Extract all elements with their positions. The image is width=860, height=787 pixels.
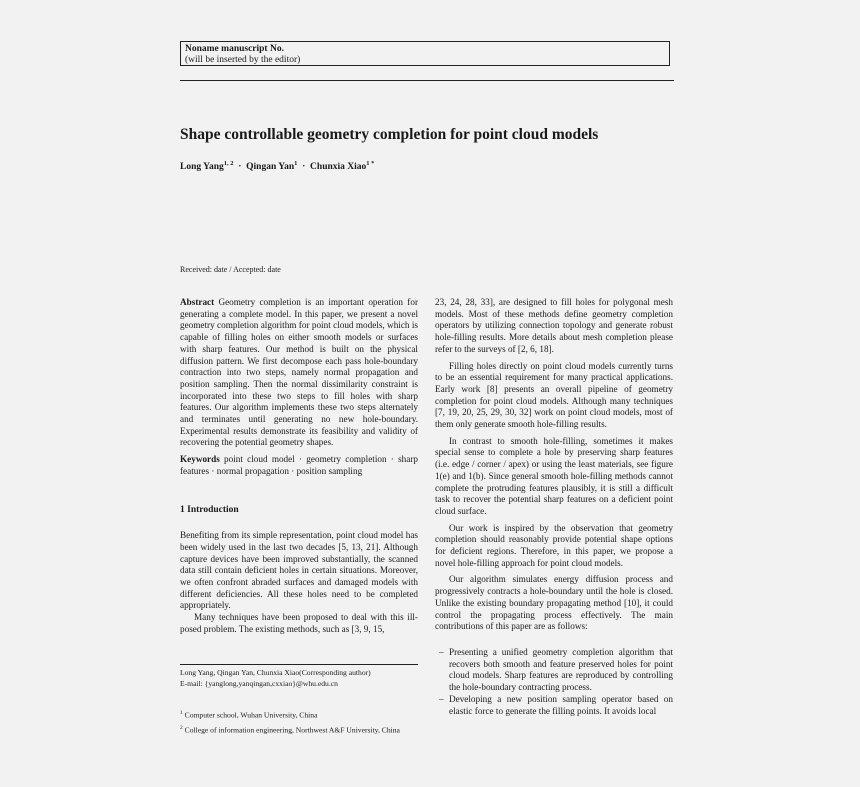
author-affiliation-mark: 1 * [366,160,375,167]
section-heading-introduction: 1 Introduction [180,504,239,515]
keywords-label: Keywords [180,454,220,465]
manuscript-number-label: Noname manuscript No. [185,44,284,54]
body-paragraph: Our algorithm simulates energy diffusion process and progressively contracts a hole-boundary until the hole is closed. Unlike the existing boundary propagating method [10], it could control the propagating process effectively. The main contributions of this paper are as follows: [435,574,673,632]
contribution-item: – Developing a new position sampling operator based on elastic force to generate the filling points. It avoids local [435,694,673,717]
author-email: E-mail: {yanglong,yanqingan,cxxiao}@whu.edu.cn [180,678,338,688]
author-affiliation-mark: 1, 2 [223,160,234,167]
contribution-list [435,647,673,717]
author-list [180,160,374,172]
body-paragraph: In contrast to smooth hole-filling, sometimes it makes special sense to complete a hole by preserving sharp features (i.e. edge / corner / apex) or using the least materials, see figure 1(e) and 1(b). Since general smooth hole-filling methods cannot complete the protruding features plausibly, it is still a difficult task to recover the potential sharp features on a deficient point cloud surface. [435,435,673,516]
left-column [180,297,418,636]
keywords-text: point cloud model · geometry completion · sharp features · normal propagation · position sampling [180,454,418,476]
author-separator: · [302,162,306,173]
footnote-mark: 1 [180,710,183,716]
abstract-text: Geometry completion is an important operation for generating a complete model. In this paper, we present a novel geometry completion algorithm for point cloud models, which is capable of filling holes on either smooth models or surfaces with sharp features. Our method is built on the physical diffusion pattern. We first decompose each pass hole-boundary contraction into two steps, namely normal propagation and position sampling. Then the normal dissimilarity constraint is incorporated into these two steps to fill holes with sharp features. Our algorithm implements these two steps alternately and terminates until generating no new hole-boundary. Experimental results demonstrate its feasibility and validity of recovering the potential geometry shapes. [180,297,418,448]
contribution-item: – Presenting a unified geometry completion algorithm that recovers both smooth and feature preserved holes for point cloud models. Sharp features are reproduced by controlling the hole-boundary contracting process. [435,647,673,694]
footnote-text: College of information engineering, Northwest A&F University, China [184,725,400,735]
editor-note: (will be inserted by the editor) [185,55,301,65]
intro-paragraph: Many techniques have been proposed to deal with this ill-posed problem. The existing methods, such as [3, 9, 15, [180,612,418,634]
header-rule [180,80,674,81]
author-name: Chunxia Xiao [310,162,367,173]
footnote-rule [180,664,418,665]
body-paragraph: 23, 24, 28, 33], are designed to fill holes for polygonal mesh models. Most of these methods define geometry completion operators by utilizing connection topology and generate robust hole-filling results. More details about mesh completion please refer to the surveys of [2, 6, 18]. [435,297,673,354]
footnote-mark: 2 [180,725,183,731]
manuscript-header-box [180,41,670,66]
corresponding-author: Long Yang, Qingan Yan, Chunxia Xiao(Corresponding author) [180,668,371,677]
received-date: Received: date / Accepted: date [180,265,281,274]
abstract-label: Abstract [180,297,215,307]
keywords-paragraph [180,454,418,477]
corresponding-author-note [180,668,418,689]
paper-title: Shape controllable geometry completion for point cloud models [180,126,599,143]
author-name: Long Yang [180,162,224,173]
abstract-paragraph [180,297,418,449]
footnote-text: Computer school, Wuhan University, China [184,710,318,720]
right-column [435,297,673,717]
footnote-affiliation-1 [180,708,418,721]
body-paragraph: Our work is inspired by the observation that geometry completion should reasonably provide potential shape options for deficient regions. Therefore, in this paper, we propose a novel hole-filling approach for point cloud models. [435,522,673,568]
footnote-affiliation-2 [180,723,418,736]
body-paragraph: Filling holes directly on point cloud models currently turns to be an essential requirement for many practical applications. Early work [8] presents an overall pipeline of geometry completion for point cloud models. Although many techniques [7, 19, 20, 25, 29, 30, 32] work on point cloud models, most of them only generate smooth hole-filling results. [435,360,673,430]
author-affiliation-mark: 1 [294,160,298,167]
intro-paragraph: Benefiting from its simple representation, point cloud model has been widely used in the last two decades [5, 13, 21]. Although capture devices have been improved substantially, the scanned data still contain deficient holes in certain situations. Moreover, we often confront abraded surfaces and damaged models with different deficiencies. All these holes need to be completed appropriately. [180,530,418,611]
author-separator: · [238,162,242,173]
author-name: Qingan Yan [246,162,295,173]
